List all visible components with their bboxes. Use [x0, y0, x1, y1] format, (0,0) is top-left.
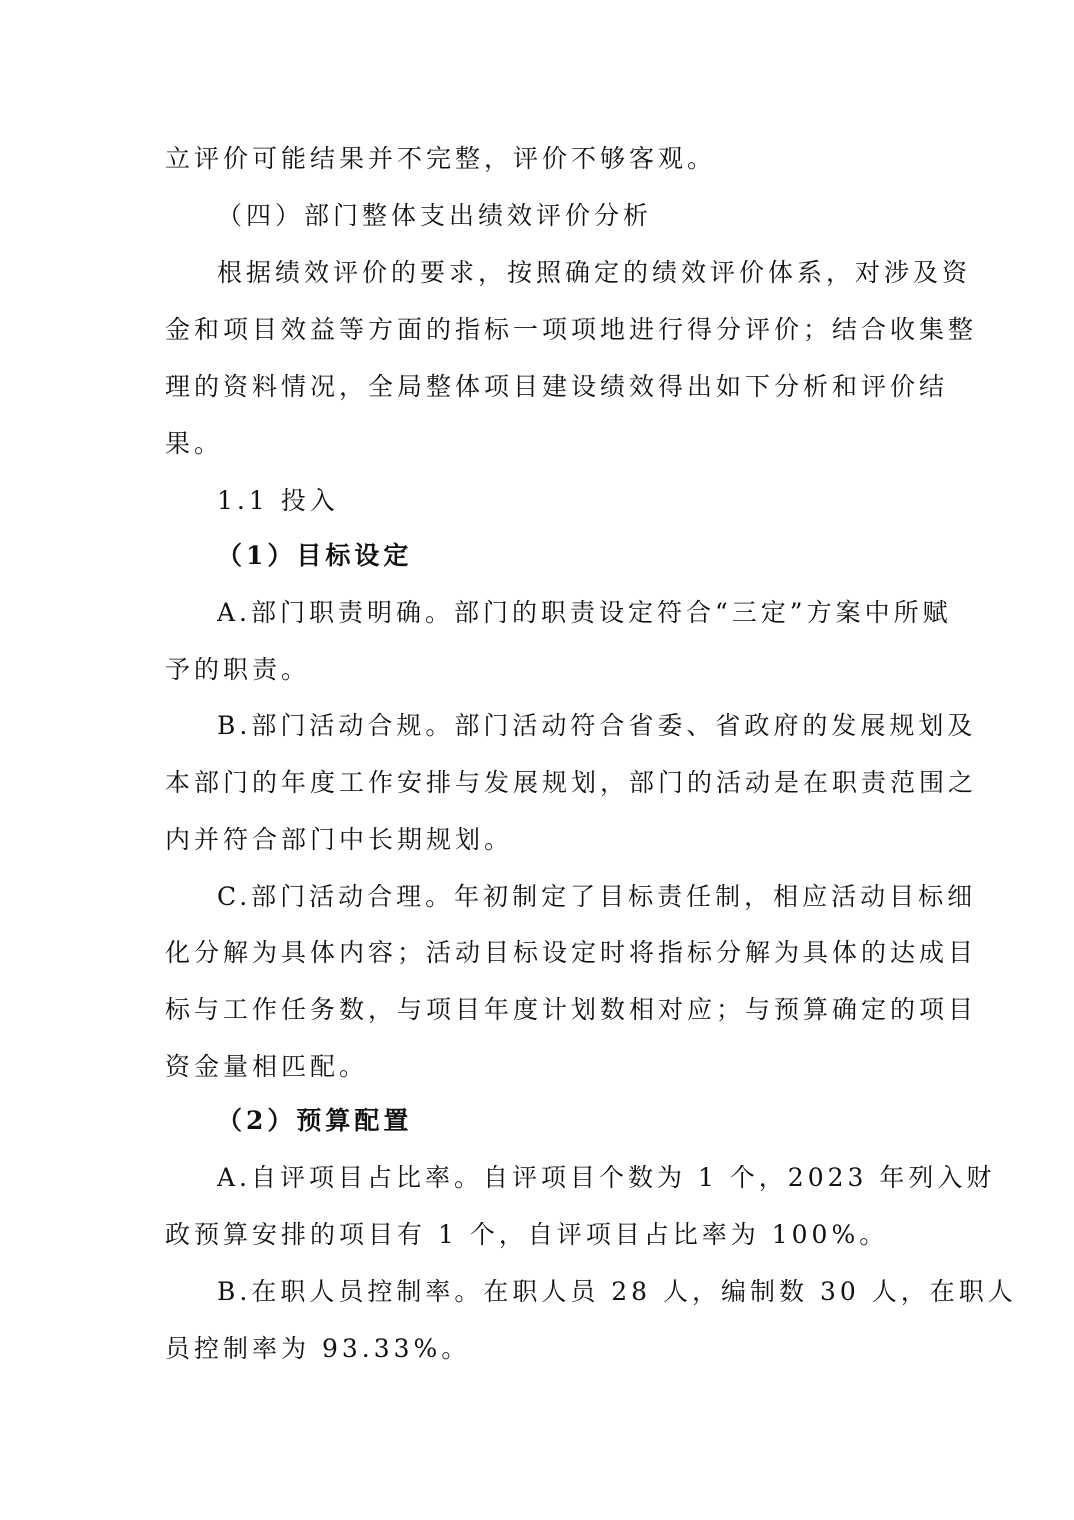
paragraph-line: B.在职人员控制率。在职人员 28 人，编制数 30 人，在职人: [217, 1277, 1017, 1306]
paragraph-line: 资金量相匹配。: [165, 1052, 369, 1081]
paragraph-line: 理的资料情况，全局整体项目建设绩效得出如下分析和评价结: [165, 372, 949, 401]
paragraph-line: 予的职责。: [165, 655, 311, 684]
paragraph-line: 标与工作任务数，与项目年度计划数相对应；与预算确定的项目: [165, 995, 978, 1024]
section-heading: （四）部门整体支出绩效评价分析: [217, 201, 653, 230]
paragraph-line: C.部门活动合理。年初制定了目标责任制，相应活动目标细: [217, 882, 977, 911]
paragraph-line: 内并符合部门中长期规划。: [165, 825, 514, 854]
paragraph-line: 化分解为具体内容；活动目标设定时将指标分解为具体的达成目: [165, 938, 978, 967]
paragraph-line: 果。: [165, 429, 224, 458]
paragraph-line: B.部门活动合规。部门活动符合省委、省政府的发展规划及: [217, 711, 977, 740]
subsection-heading: （2）预算配置: [217, 1106, 413, 1135]
paragraph-line: 政预算安排的项目有 1 个，自评项目占比率为 100%。: [165, 1220, 889, 1249]
paragraph-line: A.部门职责明确。部门的职责设定符合“三定”方案中所赋: [217, 598, 952, 627]
paragraph-line: 本部门的年度工作安排与发展规划，部门的活动是在职责范围之: [165, 768, 978, 797]
paragraph-line: A.自评项目占比率。自评项目个数为 1 个，2023 年列入财: [217, 1163, 996, 1192]
subsection-heading: 1.1 投入: [217, 486, 339, 515]
paragraph-line: 根据绩效评价的要求，按照确定的绩效评价体系，对涉及资: [217, 258, 972, 287]
paragraph-line: 员控制率为 93.33%。: [165, 1334, 471, 1363]
subsection-heading: （1）目标设定: [217, 541, 413, 570]
paragraph-line: 金和项目效益等方面的指标一项项地进行得分评价；结合收集整: [165, 315, 978, 344]
paragraph-line: 立评价可能结果并不完整，评价不够客观。: [165, 144, 717, 173]
